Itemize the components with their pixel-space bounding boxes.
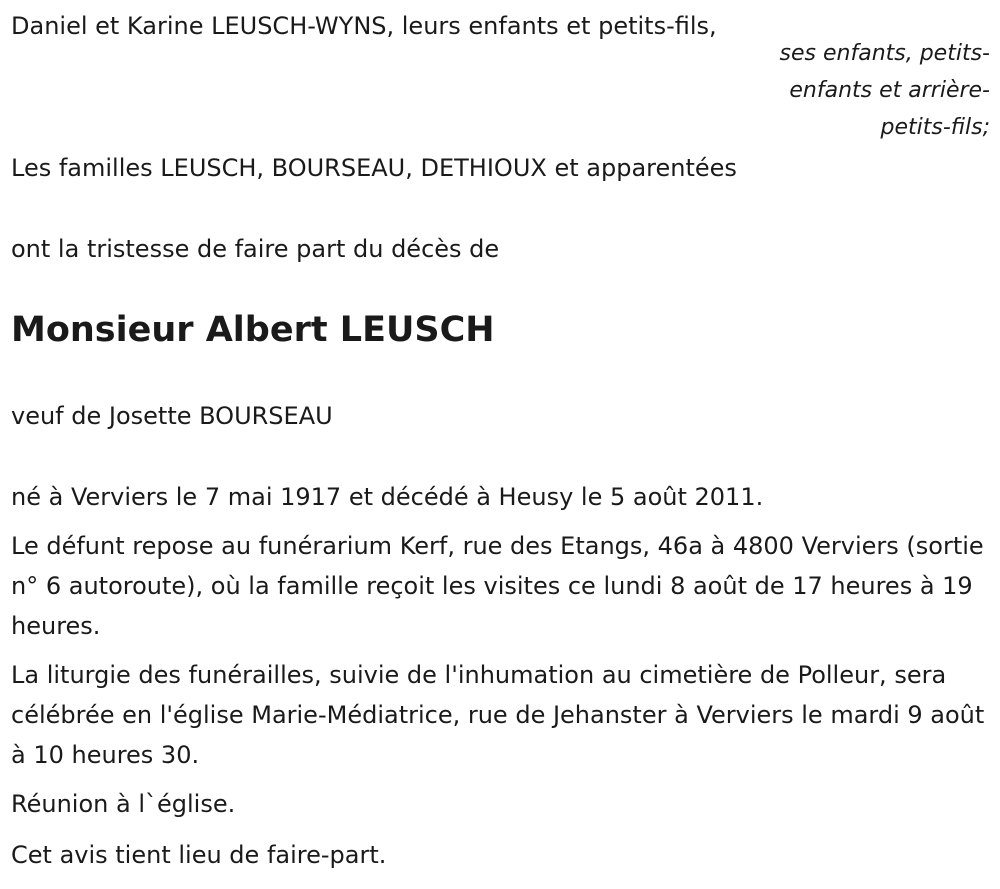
family-line: Daniel et Karine LEUSCH-WYNS, leurs enfants et petits-fils, bbox=[11, 12, 717, 40]
deceased-name: Monsieur Albert LEUSCH bbox=[11, 310, 495, 350]
birth-death-line: né à Verviers le 7 mai 1917 et décédé à Heusy le 5 août 2011. bbox=[11, 483, 764, 511]
families-line: Les familles LEUSCH, BOURSEAU, DETHIOUX et apparentées bbox=[11, 154, 737, 182]
descendants-note: ses enfants, petits-enfants et arrière-petits-fils; bbox=[779, 41, 990, 140]
announcement-line: ont la tristesse de faire part du décès de bbox=[11, 235, 500, 263]
funeral-paragraph: La liturgie des funérailles, suivie de l'inhumation au cimetière de Polleur, sera célébrée en l'église Marie-Médiatrice, rue de Jehanster à Verviers le mardi 9 août à 10 heures 30. bbox=[11, 661, 985, 769]
visitation-paragraph: Le défunt repose au funérarium Kerf, rue des Etangs, 46a à 4800 Verviers (sortie n° 6 autoroute), où la famille reçoit les visites ce lundi 8 août de 17 heures à 19 heures. bbox=[11, 532, 984, 640]
widower-line: veuf de Josette BOURSEAU bbox=[11, 402, 333, 430]
closing-line: Cet avis tient lieu de faire-part. bbox=[11, 841, 387, 869]
meeting-line: Réunion à l`église. bbox=[11, 790, 236, 818]
